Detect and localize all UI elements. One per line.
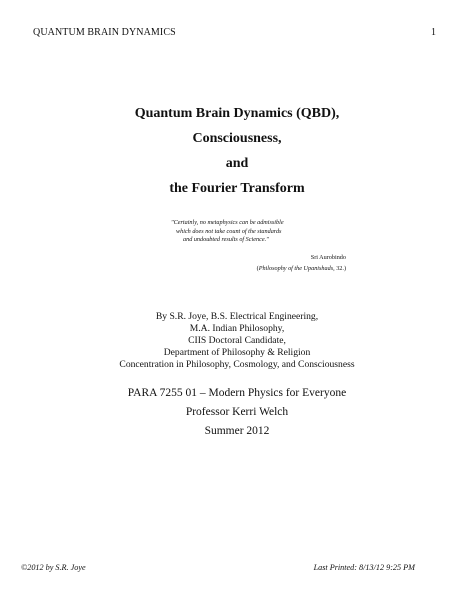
epigraph-line: "Certainly, no metaphysics can be admissible	[171, 219, 284, 226]
page-number: 1	[431, 27, 436, 38]
epigraph-source	[220, 264, 346, 275]
author-line: By S.R. Joye, B.S. Electrical Engineering,	[155, 311, 319, 322]
course-block	[0, 384, 474, 441]
author-line: Department of Philosophy & Religion	[163, 347, 311, 358]
epigraph-author: Sri Aurobindo	[310, 254, 346, 261]
title-line: Consciousness,	[192, 131, 282, 146]
epigraph-attribution	[220, 253, 346, 274]
title-line: Quantum Brain Dynamics (QBD),	[134, 106, 340, 121]
course-line: Professor Kerri Welch	[185, 406, 289, 418]
epigraph-line: and undoubted results of Science."	[183, 236, 269, 244]
author-line: CIIS Doctoral Candidate,	[188, 335, 286, 346]
running-header-title: QUANTUM BRAIN DYNAMICS	[33, 27, 176, 38]
source-work: Philosophy of the Upanishads	[258, 264, 334, 272]
epigraph-line: which does not take count of the standards	[176, 227, 282, 235]
author-line: M.A. Indian Philosophy,	[189, 323, 285, 334]
author-block	[0, 311, 474, 371]
author-line: Concentration in Philosophy, Cosmology, and Consciousness	[119, 359, 355, 370]
title-line: the Fourier Transform	[169, 181, 305, 196]
title-line: and	[225, 156, 249, 171]
source-suffix: , 32.)	[333, 264, 346, 272]
footer-last-printed: Last Printed: 8/13/12 9:25 PM	[313, 563, 415, 572]
epigraph-quote	[171, 219, 284, 245]
source-prefix: (	[256, 264, 259, 272]
course-line: Summer 2012	[204, 425, 270, 437]
footer-copyright: ©2012 by S.R. Joye	[21, 563, 86, 572]
course-line: PARA 7255 01 – Modern Physics for Everyone	[127, 387, 347, 399]
document-title	[0, 101, 474, 201]
